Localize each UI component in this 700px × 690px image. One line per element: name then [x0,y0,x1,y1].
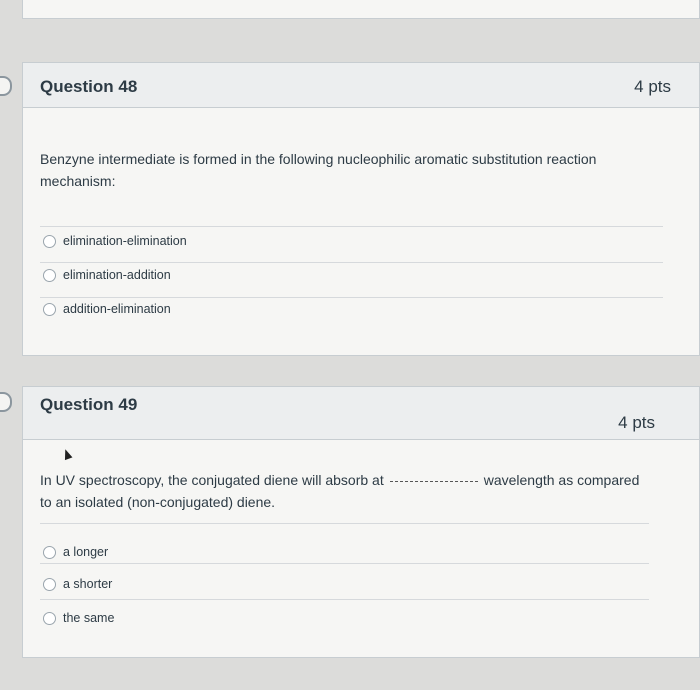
question-48-card [22,62,700,356]
answer-divider [40,599,649,600]
answer-option[interactable] [43,302,171,316]
radio-button[interactable] [43,546,56,559]
answer-label: elimination-addition [63,268,171,282]
radio-button[interactable] [43,235,56,248]
flag-question-icon[interactable] [0,392,12,412]
answer-option[interactable] [43,611,114,625]
flag-question-icon[interactable] [0,76,12,96]
question-text-part1: In UV spectroscopy, the conjugated diene will absorb at [40,472,384,488]
answer-label: addition-elimination [63,302,171,316]
answer-divider [40,563,649,564]
question-text-part2: wavelength as compared [483,472,640,488]
question-text: Benzyne intermediate is formed in the following nucleophilic aromatic substitution reaction mechanism: [40,151,597,189]
answer-label: the same [63,611,115,625]
previous-question-card [22,0,700,19]
mouse-cursor-icon [62,448,73,460]
question-title: Question 49 [40,395,138,414]
radio-button[interactable] [43,612,56,625]
answer-label: a longer [63,545,109,559]
question-49-header [23,387,699,440]
answer-divider [40,226,663,227]
fill-in-blank [390,481,478,482]
question-49-card [22,386,700,658]
answer-option[interactable] [43,545,108,559]
radio-button[interactable] [43,269,56,282]
radio-button[interactable] [43,303,56,316]
question-48-header [23,63,699,108]
question-text-part3: to an isolated (non-conjugated) diene. [40,494,276,510]
question-text [40,469,680,513]
answer-divider [40,262,663,263]
question-points: 4 pts [618,413,655,432]
answer-option[interactable] [43,577,112,591]
answer-label: a shorter [63,577,113,591]
answer-divider [40,297,663,298]
answer-option[interactable] [43,268,171,282]
radio-button[interactable] [43,578,56,591]
answer-option[interactable] [43,234,187,248]
question-title: Question 48 [40,77,138,96]
answer-label: elimination-elimination [63,234,187,248]
answer-divider [40,523,649,524]
question-points: 4 pts [634,77,671,96]
